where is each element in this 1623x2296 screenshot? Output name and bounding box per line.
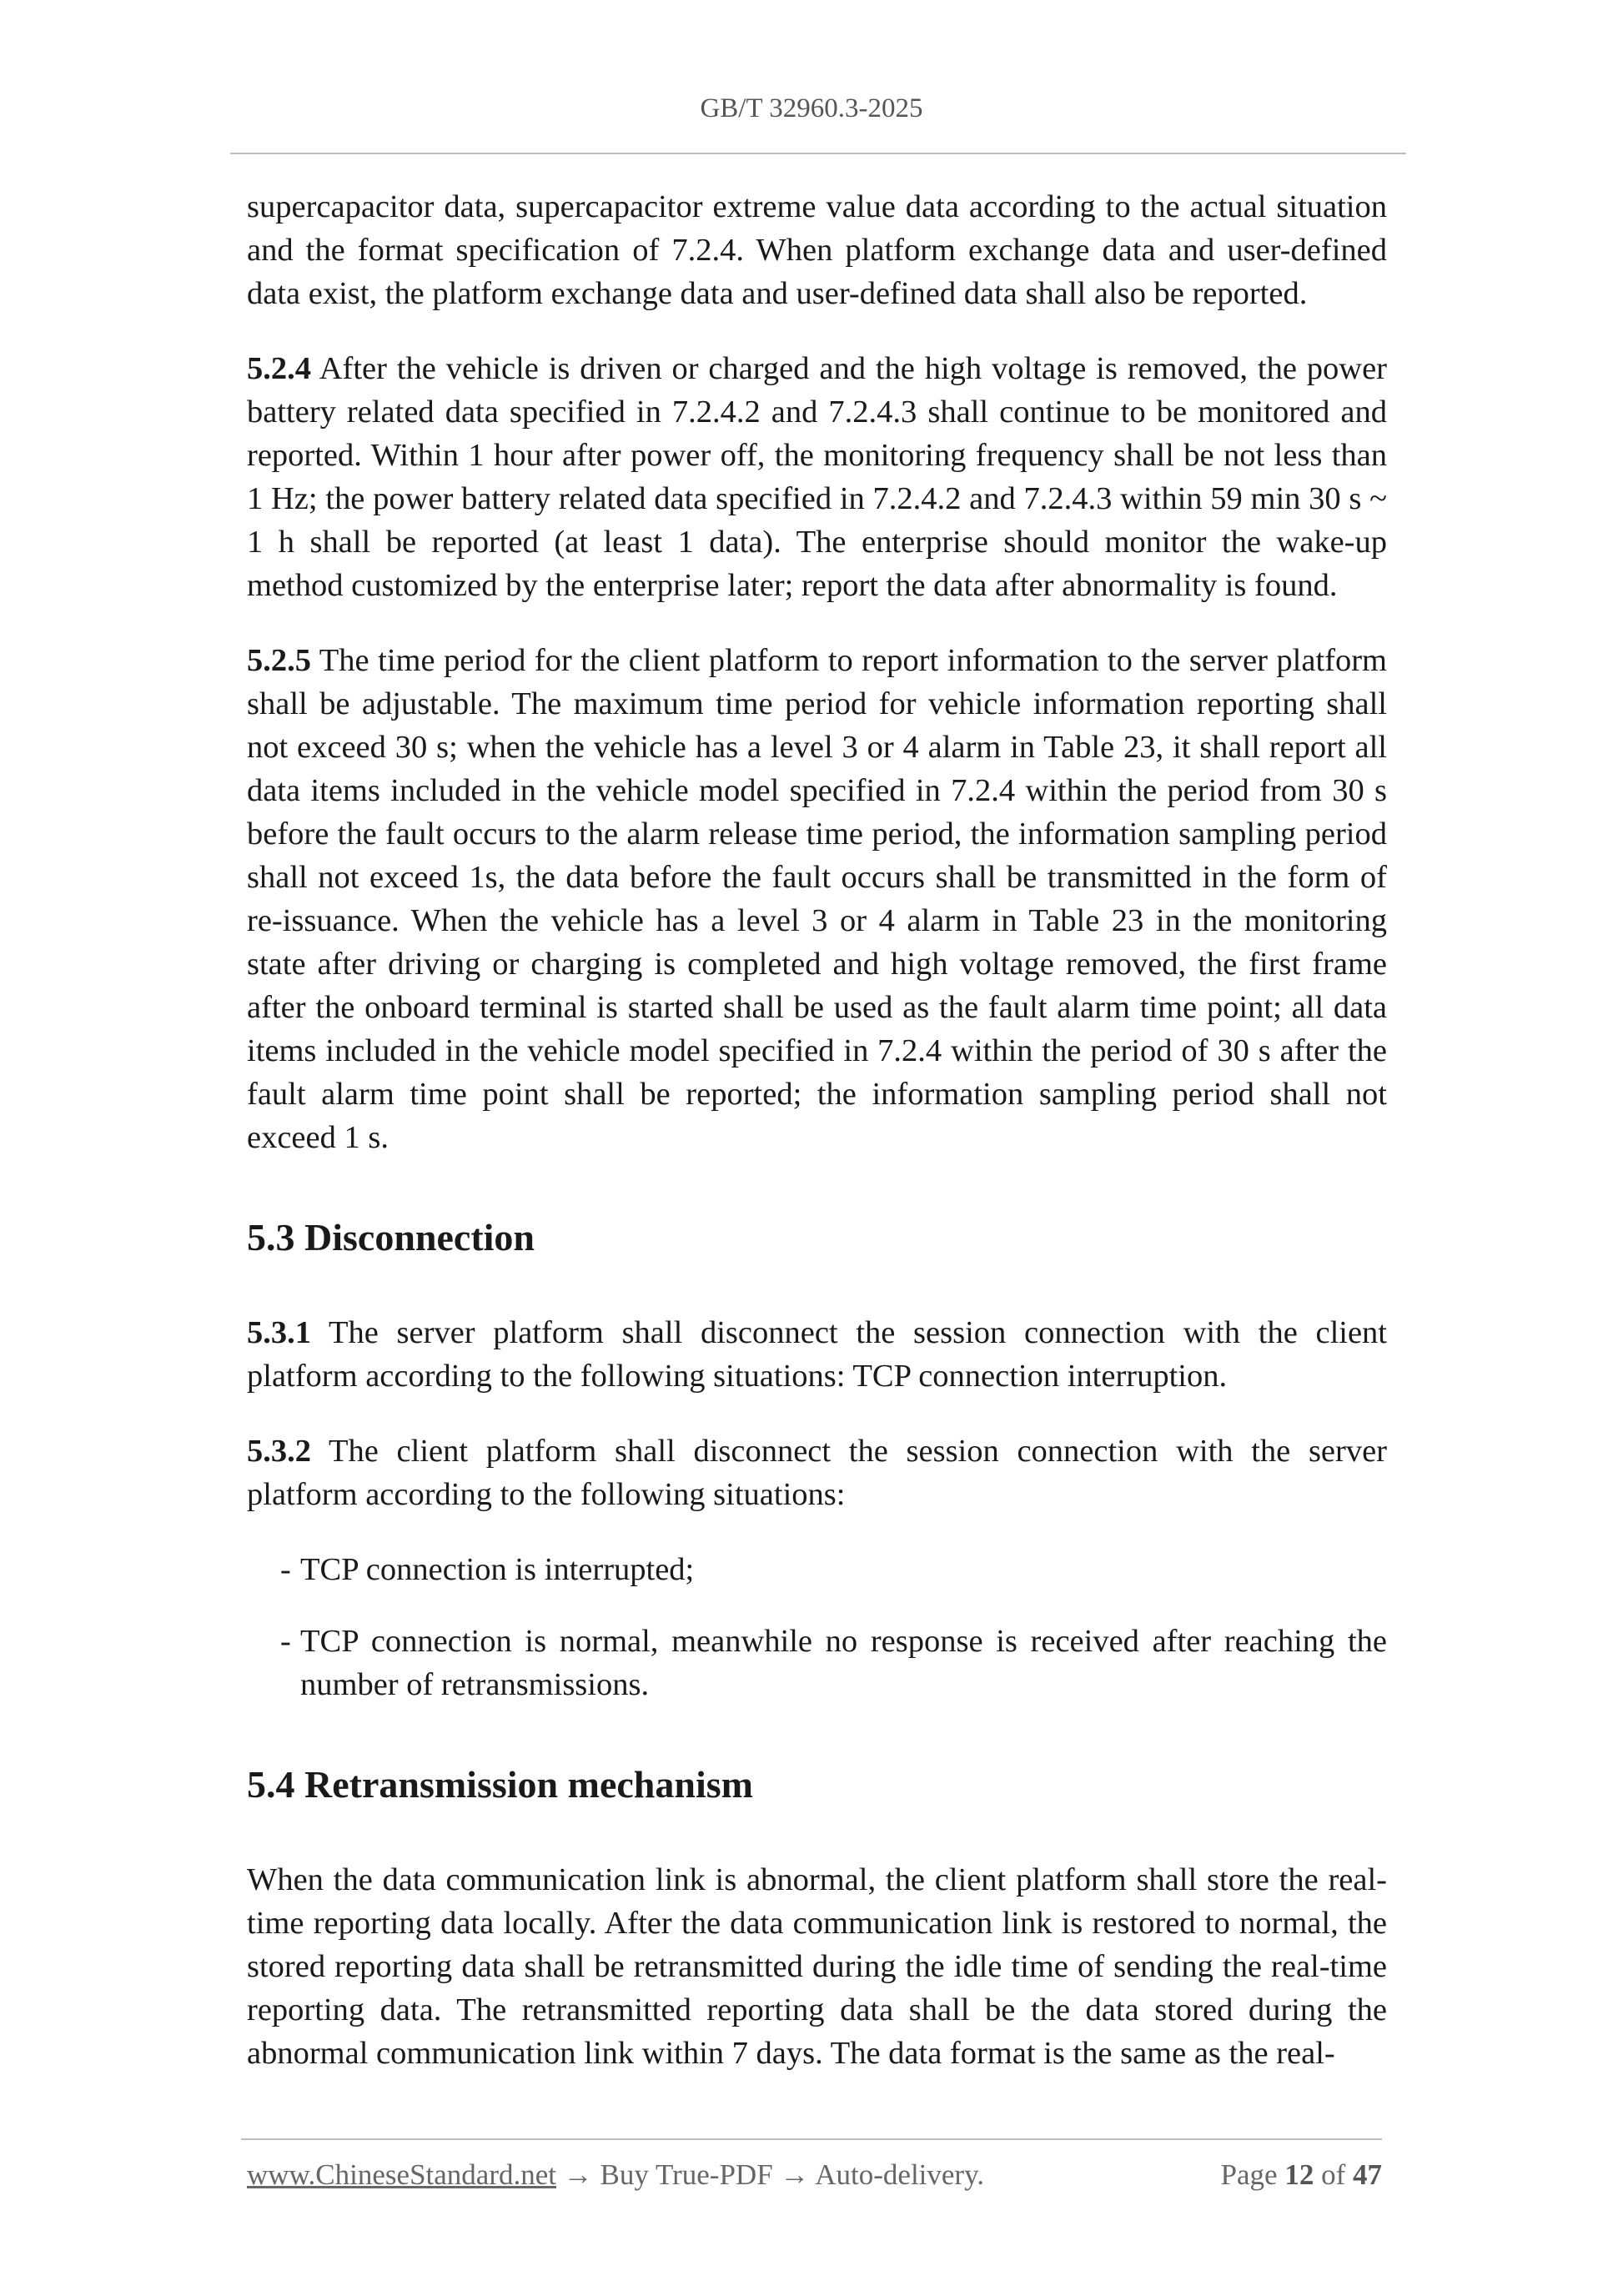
section-heading-5-3: 5.3 Disconnection [247, 1216, 535, 1259]
paragraph-intro: supercapacitor data, supercapacitor extreme value data according to the actual situation and the format specification of 7.2.4. When platform exchange data and user-defined data exist, the platform exchange data and user-defined data shall also be reported. [247, 189, 1387, 311]
arrow-icon: → [556, 2158, 600, 2191]
list-item [280, 1548, 1387, 1591]
list-item [280, 1620, 1387, 1706]
footer-divider [241, 2138, 1382, 2140]
list-dash: - [280, 1624, 291, 1659]
clause-number: 5.2.4 [247, 351, 311, 386]
clause-number: 5.3.2 [247, 1434, 311, 1469]
page-number: 12 [1284, 2158, 1314, 2191]
of-label: of [1321, 2158, 1346, 2191]
page-footer [247, 2158, 1382, 2192]
clause-text: The client platform shall disconnect the session connection with the server platform according to the following situations: [247, 1434, 1387, 1512]
buy-text: Buy True-PDF [600, 2158, 773, 2191]
clause-5-3-2 [247, 1429, 1387, 1516]
header-divider [230, 153, 1406, 154]
clause-number: 5.3.1 [247, 1315, 311, 1350]
arrow-icon: → [772, 2158, 816, 2191]
clause-5-2-4 [247, 347, 1387, 607]
paragraph-retransmission: When the data communication link is abnormal, the client platform shall store the real-time reporting data locally. After the data communication link is restored to normal, the stored reporting data shall be retransmitted during the idle time of sending the real-time reporting data. The retransmitted reporting data shall be the data stored during the abnormal communication link within 7 days. The data format is the same as the real- [247, 1862, 1387, 2071]
document-body [247, 185, 1387, 2107]
page-indicator [1221, 2158, 1382, 2192]
clause-5-3-1 [247, 1311, 1387, 1398]
total-pages: 47 [1353, 2158, 1382, 2191]
clause-text: After the vehicle is driven or charged and the high voltage is removed, the power battery related data specified in 7.2.4.2 and 7.2.4.3 shall continue to be monitored and reported. Within 1 hour after power off, the monitoring frequency shall be not less than 1 Hz; the power battery related data specified in 7.2.4.2 and 7.2.4.3 within 59 min 30 s ~ 1 h shall be reported (at least 1 data). The enterprise should monitor the wake-up method customized by the enterprise later; report the data after abnormality is found. [247, 351, 1387, 603]
page-header-standard-id: GB/T 32960.3-2025 [700, 93, 923, 123]
footer-promo [247, 2158, 984, 2192]
clause-5-2-5 [247, 639, 1387, 1159]
delivery-text: Auto-delivery. [815, 2158, 985, 2191]
clause-text: The server platform shall disconnect the session connection with the client platform according to the following situations: TCP connection interruption. [247, 1315, 1387, 1394]
clause-number: 5.2.5 [247, 643, 311, 678]
page-label: Page [1220, 2158, 1278, 2191]
clause-text: The time period for the client platform to report information to the server platform shall be adjustable. The maximum time period for vehicle information reporting shall not exceed 30 s; when the vehicle has a level 3 or 4 alarm in Table 23, it shall report all data items included in the vehicle model specified in 7.2.4 within the period from 30 s before the fault occurs to the alarm release time period, the information sampling period shall not exceed 1s, the data before the fault occurs shall be transmitted in the form of re-issuance. When the vehicle has a level 3 or 4 alarm in Table 23 in the monitoring state after driving or charging is completed and high voltage removed, the first frame after the onboard terminal is started shall be used as the fault alarm time point; all data items included in the vehicle model specified in 7.2.4 within the period of 30 s after the fault alarm time point shall be reported; the information sampling period shall not exceed 1 s. [247, 643, 1387, 1155]
site-link[interactable]: www.ChineseStandard.net [247, 2158, 556, 2191]
section-heading-5-4: 5.4 Retransmission mechanism [247, 1763, 753, 1806]
list-item-text: TCP connection is interrupted; [300, 1552, 695, 1587]
list-item-text: TCP connection is normal, meanwhile no response is received after reaching the number of retransmissions. [300, 1624, 1387, 1702]
list-dash: - [280, 1552, 291, 1587]
